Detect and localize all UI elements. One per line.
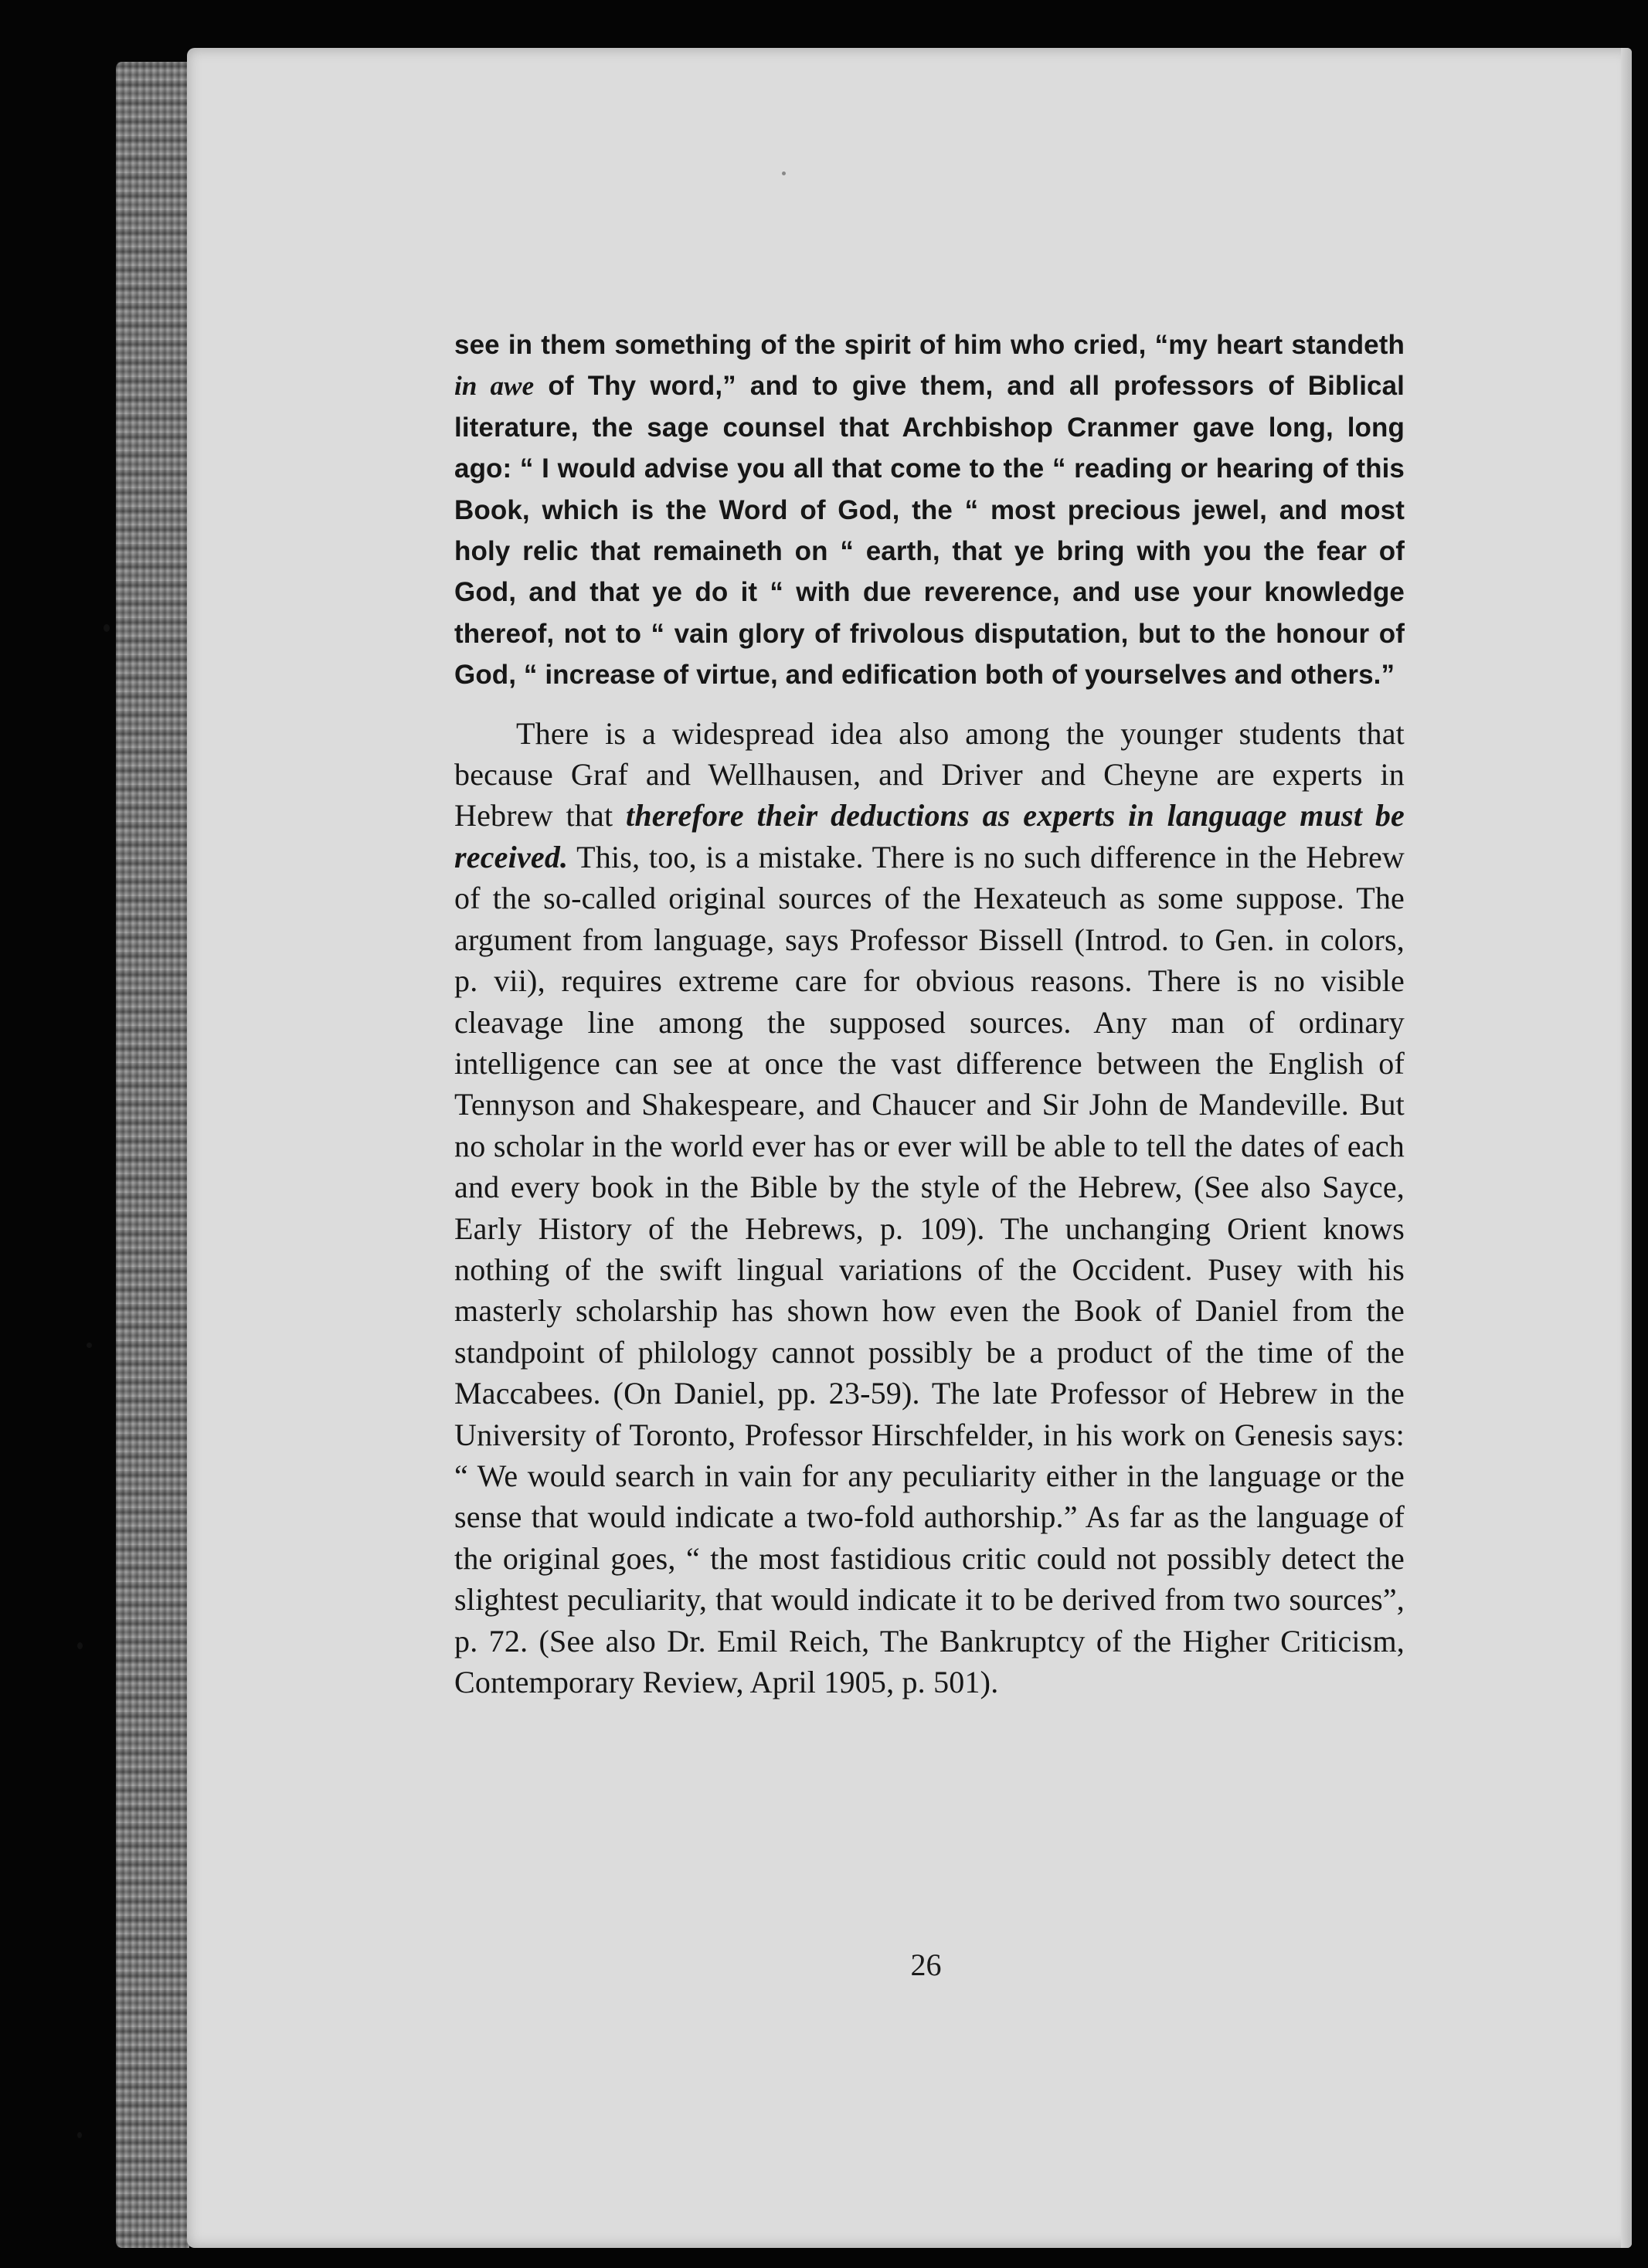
paragraph-1 (454, 324, 1405, 696)
scan-speck (104, 624, 110, 632)
page-body (454, 324, 1405, 1703)
paragraph-1-text-cont: of Thy word,” and to give them, and all professors of Biblical literature, the sage counsel that Archbishop Cranmer gave long, long ago: “ I would advise you all that come to the “ reading or hearing of this Book, which is the Word of God, the “ most precious jewel, and most holy relic that remaineth on “ earth, that ye bring with you the fear of God, and that ye do it “ with due reverence, and use your knowledge thereof, not to “ vain glory of frivolous disputation, but to the honour of God, “ increase of virtue, and edification both of yourselves and others.” (454, 371, 1405, 691)
scan-speck (77, 1642, 83, 1649)
scan-speck (782, 171, 786, 175)
book-binding-edge (116, 62, 189, 2248)
paragraph-1-text: see in them something of the spirit of him who cried, “my heart standeth (454, 330, 1405, 360)
scan-speck (77, 2132, 82, 2138)
page-number (0, 1947, 1648, 1983)
paragraph-2-text: There is a widespread idea also among the younger students that because Graf and Wellhausen, and Driver and Cheyne are experts in Hebrew that (454, 715, 1405, 834)
scan-speck (87, 1343, 92, 1348)
paragraph-2-text-cont: This, too, is a mistake. There is no such difference in the Hebrew of the so-called original sources of the Hexateuch as some suppose. The argument from language, says Professor Bissell (Introd. to Gen. in colors, p. vii), requires extreme care for obvious reasons. There is no visible cleavage line among the supposed sources. Any man of ordinary intelligence can see at once the vast difference between the English of Tennyson and Shakespeare, and Chaucer and Sir John de Mandeville. But no scholar in the world ever has or ever will be able to tell the dates of each and every book in the Bible by the style of the Hebrew, (See also Sayce, Early History of the Hebrews, p. 109). The unchanging Orient knows nothing of the swift lingual variations of the Occident. Pusey with his masterly scholarship has shown how even the Book of Daniel from the standpoint of philology cannot possibly be a product of the time of the Maccabees. (On Daniel, pp. 23-59). The late Professor of Hebrew in the University of Toronto, Professor Hirschfelder, in his work on Genesis says: “ We would search in vain for any peculiarity either in the language or the sense that would indicate a two-fold authorship.” As far as the language of the original goes, “ the most fastidious critic could not possibly detect the slightest peculiarity, that would indicate it to be derived from two sources”, p. 72. (See also Dr. Emil Reich, The Bankruptcy of the Higher Criticism, Contemporary Review, April 1905, p. 501). (454, 839, 1405, 1699)
page-number-text: 26 (910, 1947, 942, 1982)
paragraph-2-emphasis: therefore their deductions as experts in language must be received. (454, 798, 1405, 874)
page-edge (1621, 48, 1632, 2248)
paragraph-2 (454, 713, 1405, 1703)
paragraph-1-emphasis: in awe (454, 371, 535, 402)
